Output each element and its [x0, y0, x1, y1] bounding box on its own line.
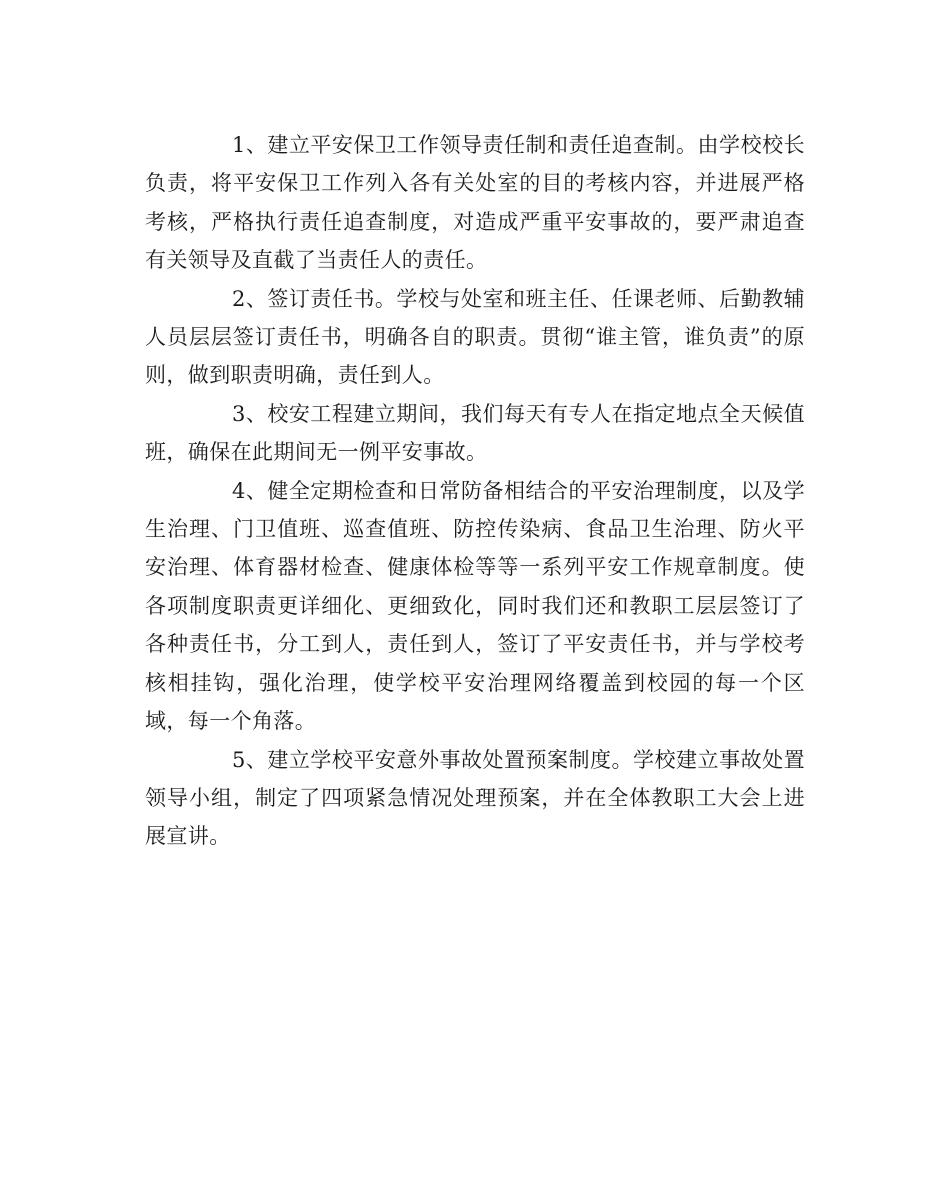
- document-body: [145, 126, 805, 856]
- paragraph-2: 2、签订责任书。学校与处室和班主任、任课老师、后勤教辅人员层层签订责任书，明确各自的职责。贯彻“谁主管，谁负责”的原则，做到职责明确，责任到人。: [145, 286, 805, 388]
- paragraph-4: 4、健全定期检查和日常防备相结合的平安治理制度，以及学生治理、门卫值班、巡查值班、防控传染病、食品卫生治理、防火平安治理、体育器材检查、健康体检等等一系列平安工作规章制度。使各项制度职责更详细化、更细致化，同时我们还和教职工层层签订了各种责任书，分工到人，责任到人，签订了平安责任书，并与学校考核相挂钩，强化治理，使学校平安治理网络覆盖到校园的每一个区域，每一个角落。: [145, 478, 805, 734]
- paragraph-3: 3、校安工程建立期间，我们每天有专人在指定地点全天候值班，确保在此期间无一例平安事故。: [145, 401, 805, 465]
- paragraph-5: 5、建立学校平安意外事故处置预案制度。学校建立事故处置领导小组，制定了四项紧急情况处理预案，并在全体教职工大会上进展宣讲。: [145, 747, 805, 849]
- paragraph-1: 1、建立平安保卫工作领导责任制和责任追查制。由学校校长负责，将平安保卫工作列入各有关处室的目的考核内容，并进展严格考核，严格执行责任追查制度，对造成严重平安事故的，要严肃追查有关领导及直截了当责任人的责任。: [145, 133, 805, 273]
